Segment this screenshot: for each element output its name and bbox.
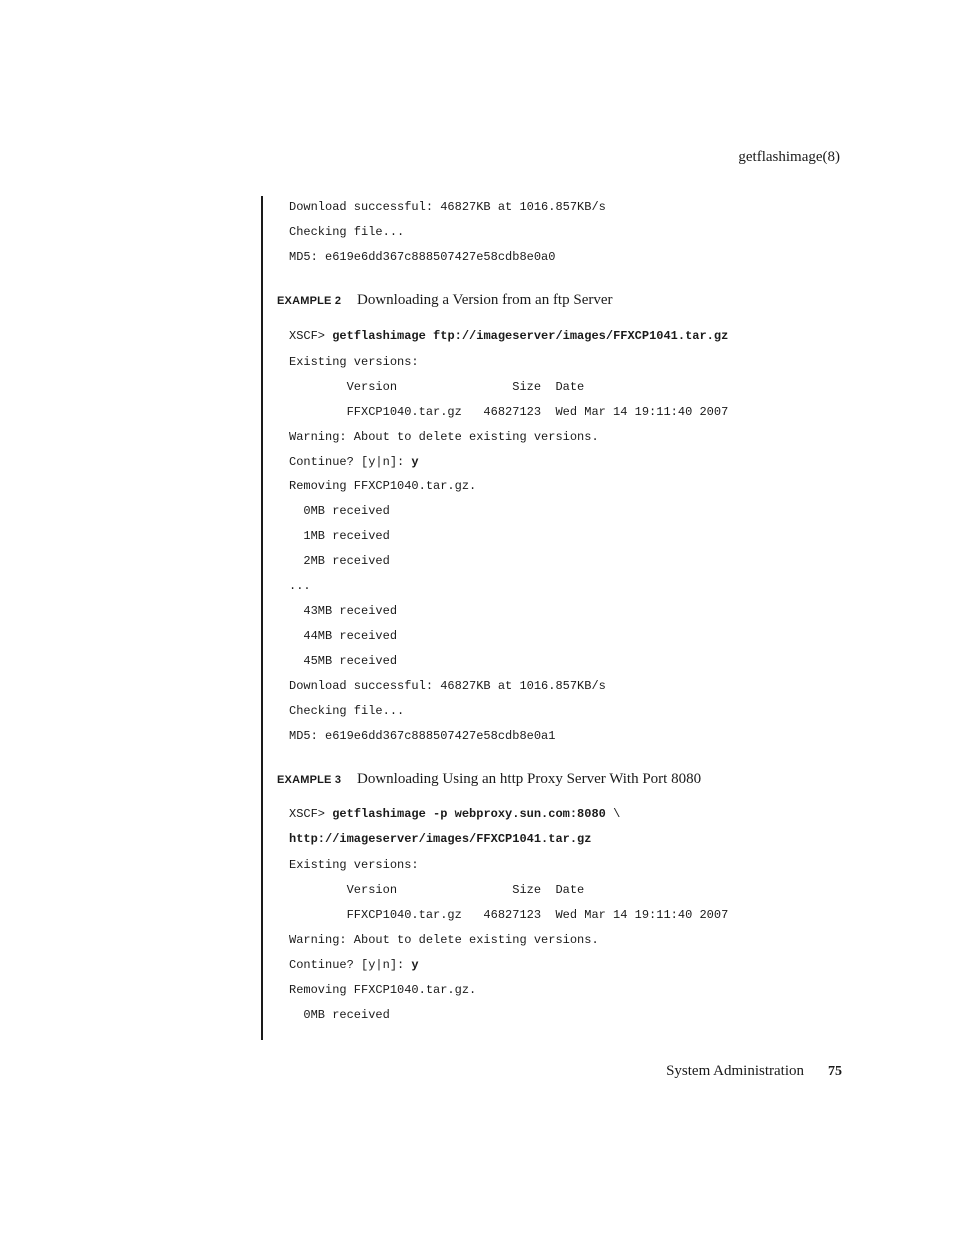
footer-section: System Administration (666, 1063, 804, 1079)
code-line-continue (289, 958, 419, 972)
command: getflashimage -p webproxy.sun.com:8080 (332, 807, 606, 821)
continue-prompt: Continue? [y|n]: (289, 958, 412, 972)
code-line-command (289, 329, 728, 343)
example-3-label: EXAMPLE 3 (277, 774, 342, 786)
code-line-progress: 0MB received (289, 1008, 390, 1022)
prompt: XSCF> (289, 329, 333, 343)
example-2-caption (277, 291, 613, 309)
page-number: 75 (828, 1064, 842, 1079)
example-2-label: EXAMPLE 2 (277, 295, 342, 307)
code-line-progress: 43MB received (289, 604, 398, 618)
code-line-md5: MD5: e619e6dd367c888507427e58cdb8e0a1 (289, 729, 556, 743)
running-header: getflashimage(8) (738, 149, 840, 165)
code-line-download: Download successful: 46827KB at 1016.857KB/s (289, 679, 606, 693)
code-line-checking: Checking file... (289, 704, 405, 718)
example-3-caption (277, 770, 701, 788)
continue-answer: y (411, 455, 419, 469)
continue-prompt: Continue? [y|n]: (289, 455, 412, 469)
code-line-progress: 45MB received (289, 654, 398, 668)
code-line-continue (289, 455, 419, 469)
code-line-warning: Warning: About to delete existing versions. (289, 933, 599, 947)
code-line-command (289, 807, 620, 821)
code-line-checking: Checking file... (289, 225, 405, 239)
example-3-title: Downloading Using an http Proxy Server With Port 8080 (357, 771, 702, 787)
code-line-table-header: Version Size Date (289, 380, 585, 394)
code-line-table-row: FFXCP1040.tar.gz 46827123 Wed Mar 14 19:11:40 2007 (289, 405, 729, 419)
code-line-progress: 44MB received (289, 629, 398, 643)
code-line-existing: Existing versions: (289, 355, 419, 369)
continue-answer: y (411, 958, 419, 972)
code-line-progress: 1MB received (289, 529, 390, 543)
code-line-md5: MD5: e619e6dd367c888507427e58cdb8e0a0 (289, 250, 556, 264)
command: getflashimage ftp://imageserver/images/FFXCP1041.tar.gz (332, 329, 729, 343)
code-line-ellipsis: ... (289, 579, 311, 593)
prompt: XSCF> (289, 807, 333, 821)
code-line-progress: 2MB received (289, 554, 390, 568)
code-line-table-row: FFXCP1040.tar.gz 46827123 Wed Mar 14 19:11:40 2007 (289, 908, 729, 922)
code-line-existing: Existing versions: (289, 858, 419, 872)
code-line-command-cont (289, 832, 591, 846)
line-continuation: \ (605, 807, 621, 821)
page-footer (666, 1063, 842, 1080)
code-line-removing: Removing FFXCP1040.tar.gz. (289, 983, 477, 997)
change-bar (261, 196, 263, 1040)
code-line-download: Download successful: 46827KB at 1016.857KB/s (289, 200, 606, 214)
command-url: http://imageserver/images/FFXCP1041.tar.gz (289, 832, 592, 846)
code-line-table-header: Version Size Date (289, 883, 585, 897)
example-2-title: Downloading a Version from an ftp Server (357, 292, 613, 308)
code-line-progress: 0MB received (289, 504, 390, 518)
code-line-removing: Removing FFXCP1040.tar.gz. (289, 479, 477, 493)
code-line-warning: Warning: About to delete existing versions. (289, 430, 599, 444)
